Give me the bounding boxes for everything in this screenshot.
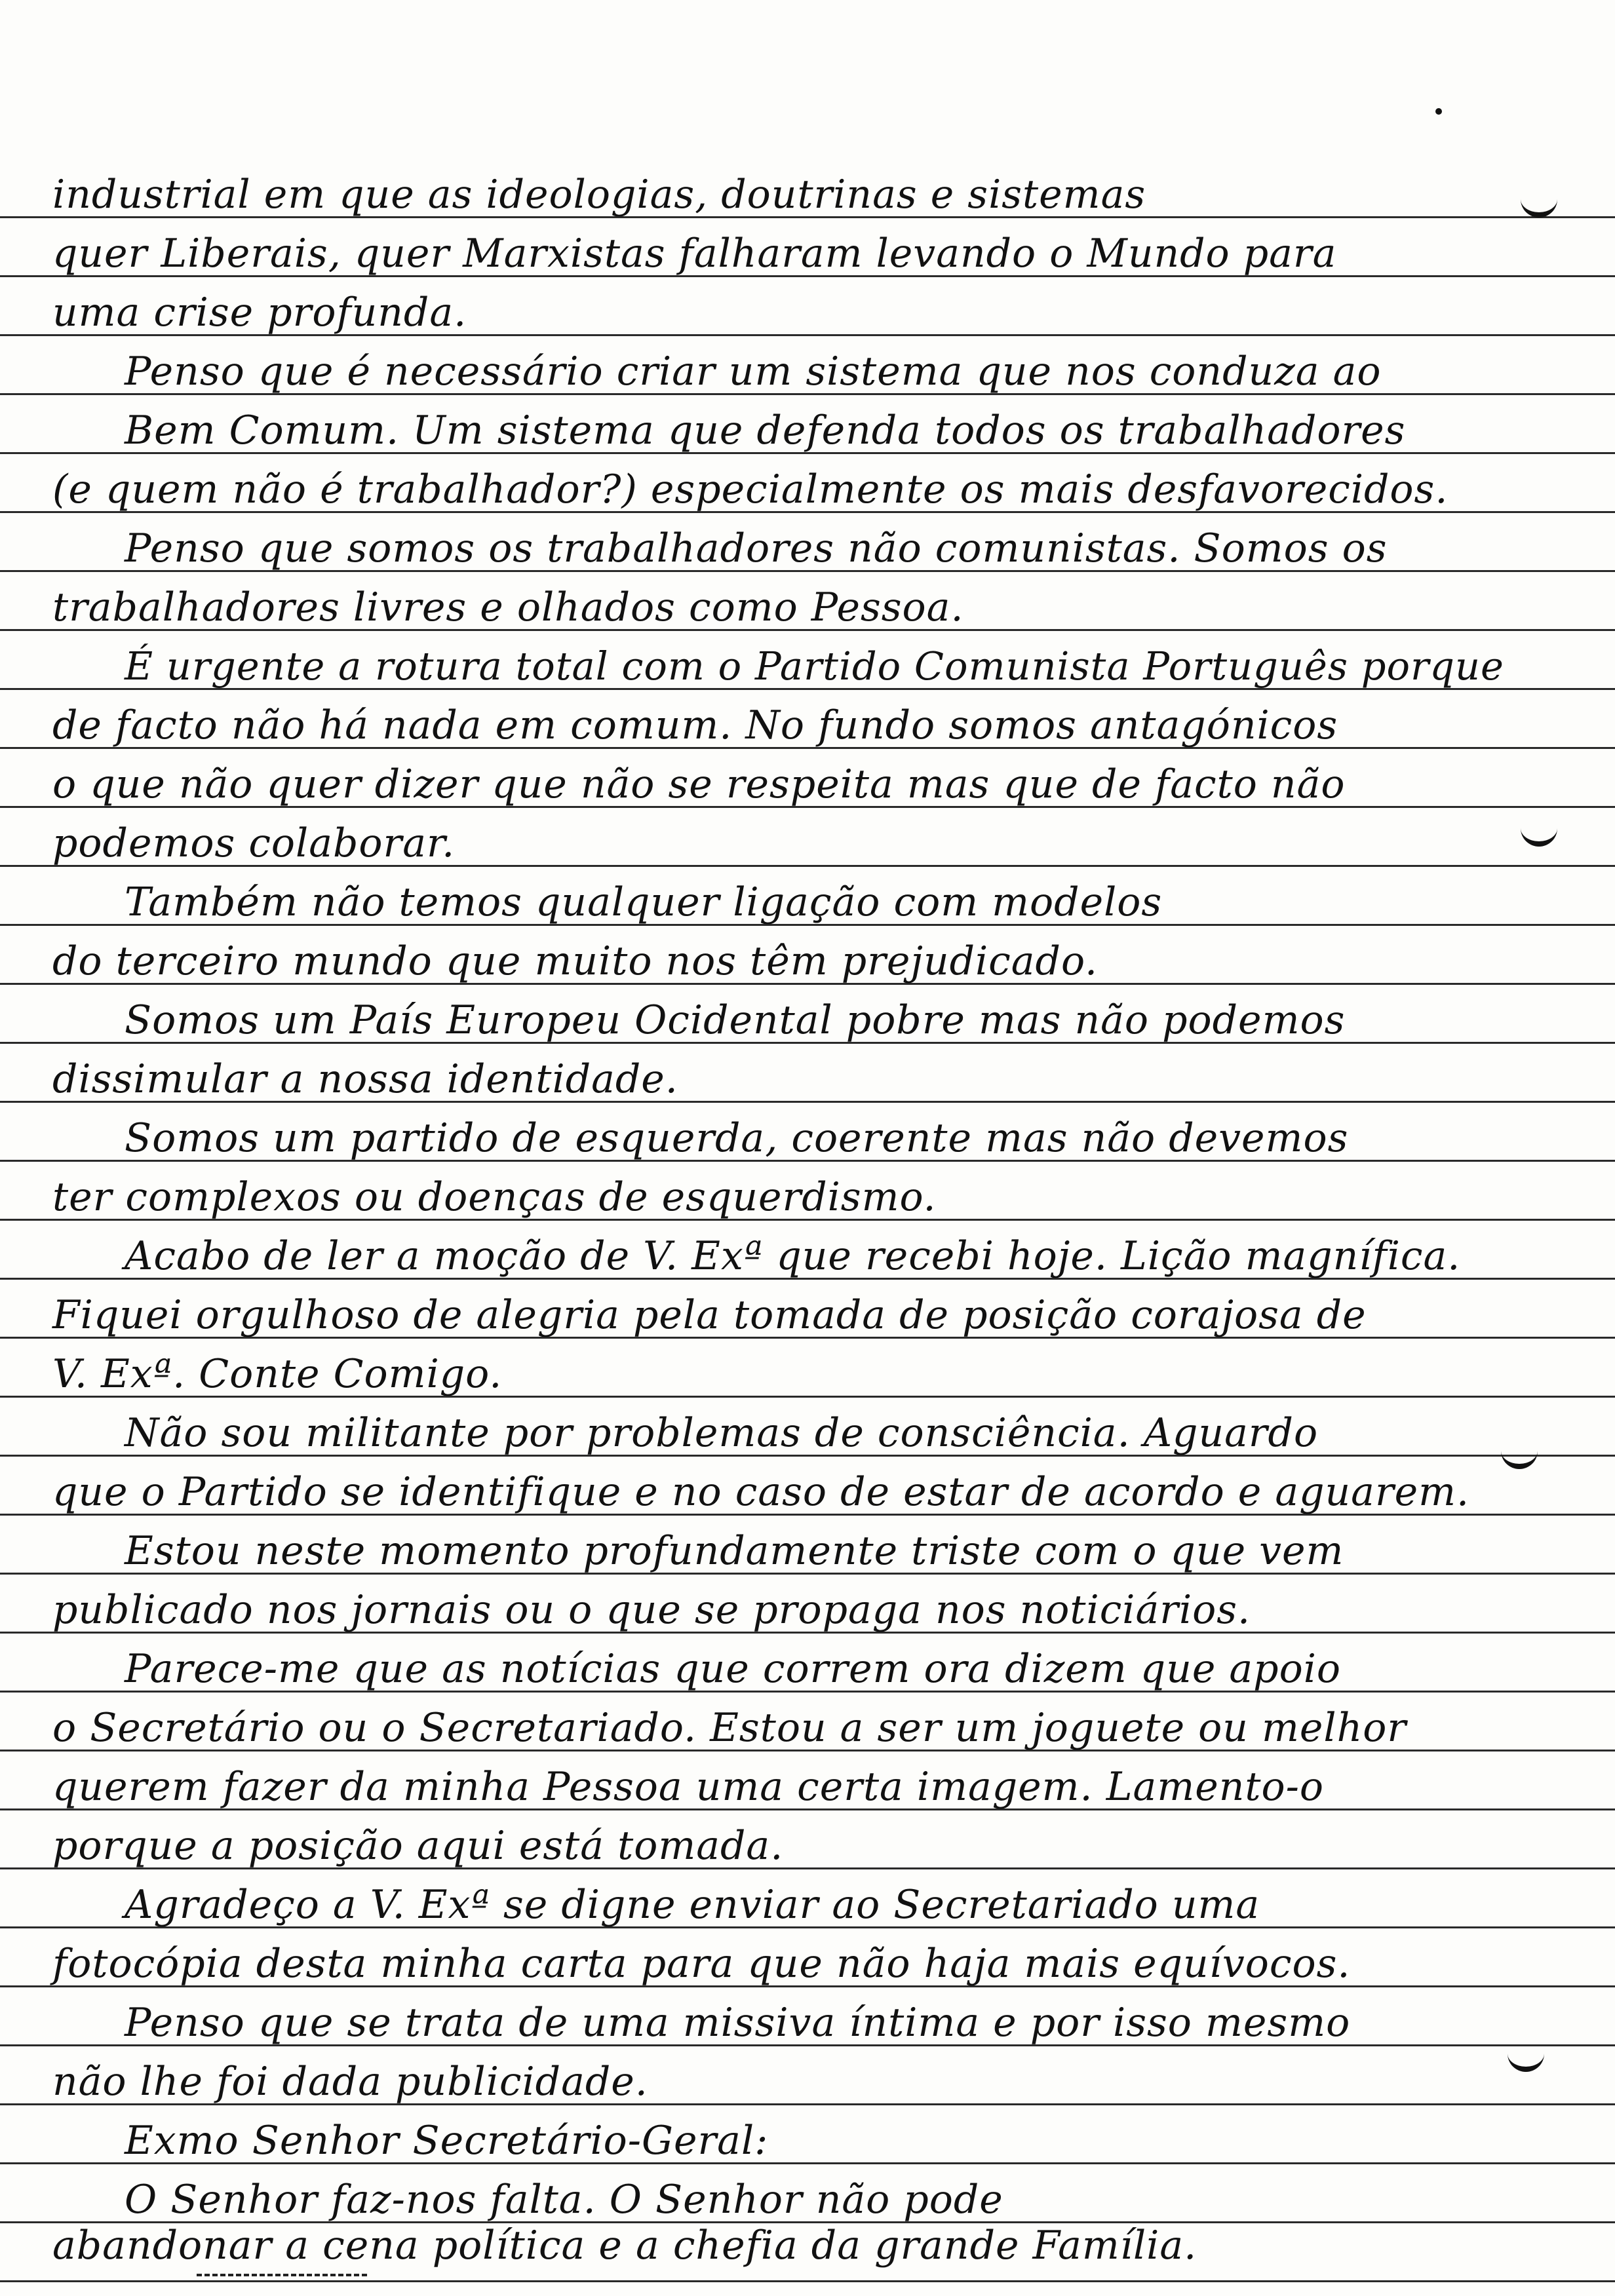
letter-line: Fiquei orgulhoso de alegria pela tomada de posição corajosa de	[52, 1292, 1367, 1338]
binder-hole-mark	[1501, 1442, 1538, 1469]
letter-line: Acabo de ler a moção de V. Exª que recebi hoje. Lição magnífica.	[125, 1233, 1461, 1279]
letter-line: trabalhadores livres e olhados como Pessoa.	[52, 584, 964, 630]
binder-hole-mark	[1521, 190, 1557, 218]
letter-line: Penso que somos os trabalhadores não comunistas. Somos os	[125, 526, 1388, 571]
letter-line: V. Exª. Conte Comigo.	[52, 1351, 503, 1397]
letter-line: querem fazer da minha Pessoa uma certa imagem. Lamento-o	[52, 1764, 1324, 1810]
bottom-edge-mark	[197, 2274, 367, 2280]
letter-line: Somos um País Europeu Ocidental pobre mas não podemos	[125, 997, 1346, 1043]
letter-line: podemos colaborar.	[52, 820, 456, 866]
letter-line: o que não quer dizer que não se respeita mas que de facto não	[52, 761, 1346, 807]
letter-line: quer Liberais, quer Marxistas falharam levando o Mundo para	[52, 231, 1337, 277]
binder-hole-mark	[1508, 2044, 1544, 2072]
letter-line: uma crise profunda.	[52, 290, 467, 335]
letter-line: Não sou militante por problemas de consciência. Aguardo	[125, 1410, 1319, 1456]
letter-line: O Senhor faz-nos falta. O Senhor não pode	[125, 2177, 1003, 2223]
letter-line: dissimular a nossa identidade.	[52, 1056, 678, 1102]
letter-line: Também não temos qualquer ligação com modelos	[125, 879, 1163, 925]
letter-line: do terceiro mundo que muito nos têm prejudicado.	[52, 938, 1099, 984]
letter-line: não lhe foi dada publicidade.	[52, 2059, 648, 2105]
letter-line: fotocópia desta minha carta para que não haja mais equívocos.	[52, 1941, 1351, 1987]
letter-line: Penso que se trata de uma missiva íntima e por isso mesmo	[125, 2000, 1351, 2046]
ruled-line	[0, 2280, 1615, 2282]
letter-line: ter complexos ou doenças de esquerdismo.	[52, 1174, 937, 1220]
ink-dot	[1435, 108, 1442, 115]
binder-hole-mark	[1521, 819, 1557, 847]
letter-line: Agradeço a V. Exª se digne enviar ao Secretariado uma	[125, 1882, 1260, 1928]
salutation-line: Exmo Senhor Secretário-Geral:	[125, 2118, 769, 2164]
letter-line: (e quem não é trabalhador?) especialmente os mais desfavorecidos.	[52, 467, 1449, 512]
letter-line: industrial em que as ideologias, doutrinas e sistemas	[52, 172, 1146, 218]
letter-line: de facto não há nada em comum. No fundo somos antagónicos	[52, 702, 1338, 748]
letter-line: É urgente a rotura total com o Partido Comunista Português porque	[125, 643, 1504, 689]
letter-line: Penso que é necessário criar um sistema que nos conduza ao	[125, 349, 1382, 394]
letter-line: o Secretário ou o Secretariado. Estou a ser um joguete ou melhor	[52, 1705, 1407, 1751]
letter-line: abandonar a cena política e a chefia da grande Família.	[52, 2223, 1197, 2268]
letter-line: Somos um partido de esquerda, coerente mas não devemos	[125, 1115, 1349, 1161]
letter-line: publicado nos jornais ou o que se propaga nos noticiários.	[52, 1587, 1251, 1633]
letter-line: Estou neste momento profundamente triste com o que vem	[125, 1528, 1344, 1574]
letter-line: Parece-me que as notícias que correm ora dizem que apoio	[125, 1646, 1342, 1692]
letter-line: Bem Comum. Um sistema que defenda todos os trabalhadores	[125, 408, 1406, 453]
letter-line: porque a posição aqui está tomada.	[52, 1823, 784, 1869]
letter-line: que o Partido se identifique e no caso de estar de acordo e aguarem.	[52, 1469, 1470, 1515]
